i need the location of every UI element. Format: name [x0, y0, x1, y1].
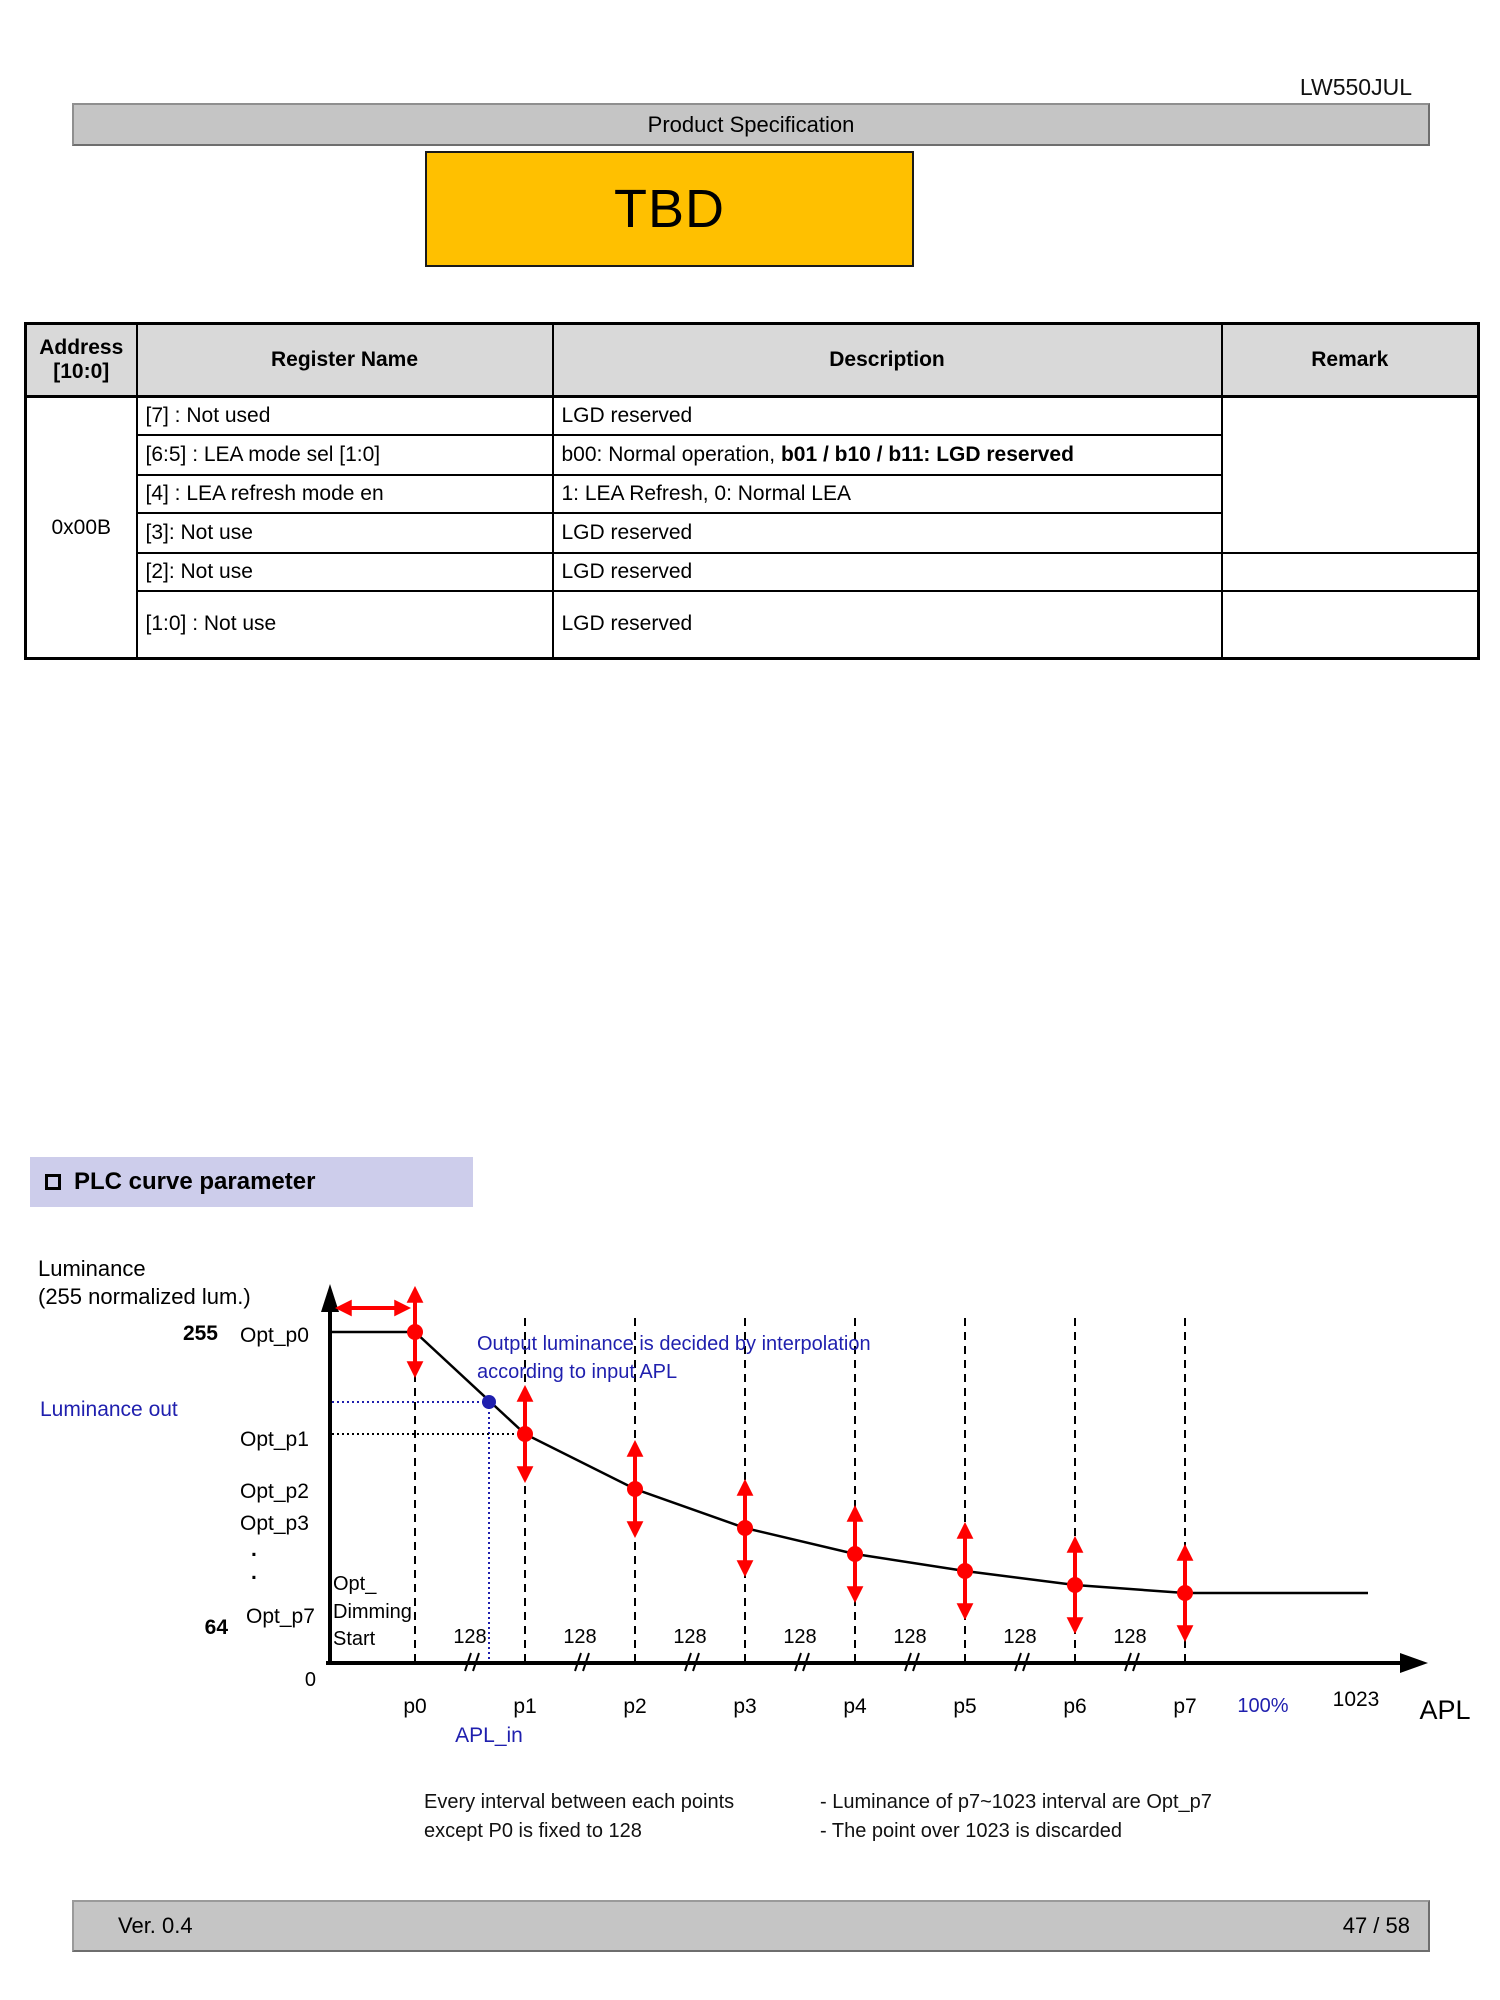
footer-page-number: 47 / 58 — [1342, 1913, 1410, 1938]
x-axis-title: APL — [1419, 1695, 1471, 1725]
dimming-start-line3: Start — [333, 1628, 376, 1650]
y-value-64: 64 — [204, 1616, 228, 1639]
tbd-box — [425, 151, 914, 267]
table-header-row — [26, 324, 1479, 397]
svg-text:128: 128 — [1113, 1626, 1147, 1648]
note-line: - The point over 1023 is discarded — [820, 1820, 1123, 1842]
x-label-p0: p0 — [403, 1695, 427, 1718]
register-cell: [1:0] : Not use — [137, 591, 553, 659]
remark-cell — [1222, 553, 1479, 591]
register-cell: [7] : Not used — [137, 397, 553, 435]
remark-cell — [1222, 397, 1479, 553]
register-table — [24, 322, 1480, 660]
opt-p3-label: Opt_p3 — [240, 1512, 309, 1535]
register-cell: [4] : LEA refresh mode en — [137, 475, 553, 513]
svg-text:128: 128 — [563, 1626, 597, 1648]
note-intervals — [424, 1788, 804, 1846]
table-row — [26, 397, 1479, 435]
description-cell: LGD reserved — [553, 397, 1222, 435]
register-cell: [6:5] : LEA mode sel [1:0] — [137, 435, 553, 475]
description-cell — [553, 435, 1222, 475]
x-label-p3: p3 — [733, 1695, 757, 1718]
ellipsis-dot: . — [251, 1561, 257, 1584]
y-value-0: 0 — [304, 1669, 316, 1691]
x-1023-label: 1023 — [1332, 1688, 1380, 1711]
note-line: Every interval between each points — [424, 1791, 735, 1813]
svg-text:128: 128 — [783, 1626, 817, 1648]
annotation-line2: according to input APL — [477, 1361, 678, 1383]
section-title: PLC curve parameter — [74, 1168, 316, 1195]
address-header-line1: Address — [39, 336, 124, 359]
x-axis — [326, 1653, 1428, 1673]
opt-p7-label: Opt_p7 — [246, 1605, 315, 1628]
interval-labels — [453, 1626, 1146, 1648]
y-axis-title-line2: (255 normalized lum.) — [38, 1284, 251, 1309]
description-normal: b00: Normal operation, — [561, 442, 781, 466]
x-label-p2: p2 — [623, 1695, 647, 1718]
opt-p1-label: Opt_p1 — [240, 1428, 309, 1451]
description-cell: LGD reserved — [553, 553, 1222, 591]
note-line: - Luminance of p7~1023 interval are Opt_p7 — [820, 1791, 1212, 1813]
svg-text:128: 128 — [453, 1626, 487, 1648]
footer-version: Ver. 0.4 — [118, 1913, 193, 1938]
x-label-p5: p5 — [953, 1695, 977, 1718]
footer-bar — [72, 1900, 1430, 1952]
address-header-line2: [10:0] — [53, 360, 110, 383]
description-cell: LGD reserved — [553, 591, 1222, 659]
apl-in-label: APL_in — [455, 1724, 523, 1747]
note-luminance — [820, 1788, 1320, 1846]
x-label-p1: p1 — [513, 1695, 537, 1718]
col-header-remark: Remark — [1222, 324, 1479, 397]
x-100pct-label: 100% — [1237, 1695, 1289, 1717]
ellipsis-dot: . — [251, 1538, 257, 1561]
col-header-address — [26, 324, 137, 397]
square-bullet-icon — [45, 1174, 61, 1190]
x-label-p7: p7 — [1173, 1695, 1197, 1718]
description-cell: LGD reserved — [553, 513, 1222, 553]
col-header-register: Register Name — [137, 324, 553, 397]
luminance-out-label: Luminance out — [40, 1398, 178, 1421]
section-heading — [30, 1157, 473, 1207]
interpolated-point — [482, 1395, 496, 1409]
register-cell: [2]: Not use — [137, 553, 553, 591]
table-row — [26, 591, 1479, 659]
x-label-p6: p6 — [1063, 1695, 1087, 1718]
register-cell: [3]: Not use — [137, 513, 553, 553]
y-axis-title-line1: Luminance — [38, 1256, 146, 1281]
svg-text:128: 128 — [673, 1626, 707, 1648]
spec-title-text: Product Specification — [647, 111, 855, 137]
svg-text:128: 128 — [893, 1626, 927, 1648]
x-label-p4: p4 — [843, 1695, 867, 1718]
opt-p0-label: Opt_p0 — [240, 1324, 309, 1347]
dimming-start-line1: Opt_ — [333, 1573, 377, 1595]
col-header-description: Description — [553, 324, 1222, 397]
note-line: except P0 is fixed to 128 — [424, 1820, 642, 1842]
description-bold: b01 / b10 / b11: LGD reserved — [780, 442, 1074, 466]
doc-code: LW550JUL — [1299, 74, 1412, 100]
spec-title-bar — [72, 103, 1430, 146]
address-cell: 0x00B — [26, 397, 137, 659]
opt-p2-label: Opt_p2 — [240, 1480, 309, 1503]
dimming-start-line2: Dimming — [333, 1601, 412, 1623]
tbd-label: TBD — [614, 179, 725, 239]
table-row — [26, 553, 1479, 591]
x-point-labels — [403, 1695, 1196, 1718]
y-value-255: 255 — [182, 1322, 218, 1345]
svg-text:128: 128 — [1003, 1626, 1037, 1648]
description-cell: 1: LEA Refresh, 0: Normal LEA — [553, 475, 1222, 513]
plc-curve-chart — [0, 1240, 1500, 1800]
annotation-line1: Output luminance is decided by interpolation — [477, 1333, 871, 1355]
remark-cell — [1222, 591, 1479, 659]
